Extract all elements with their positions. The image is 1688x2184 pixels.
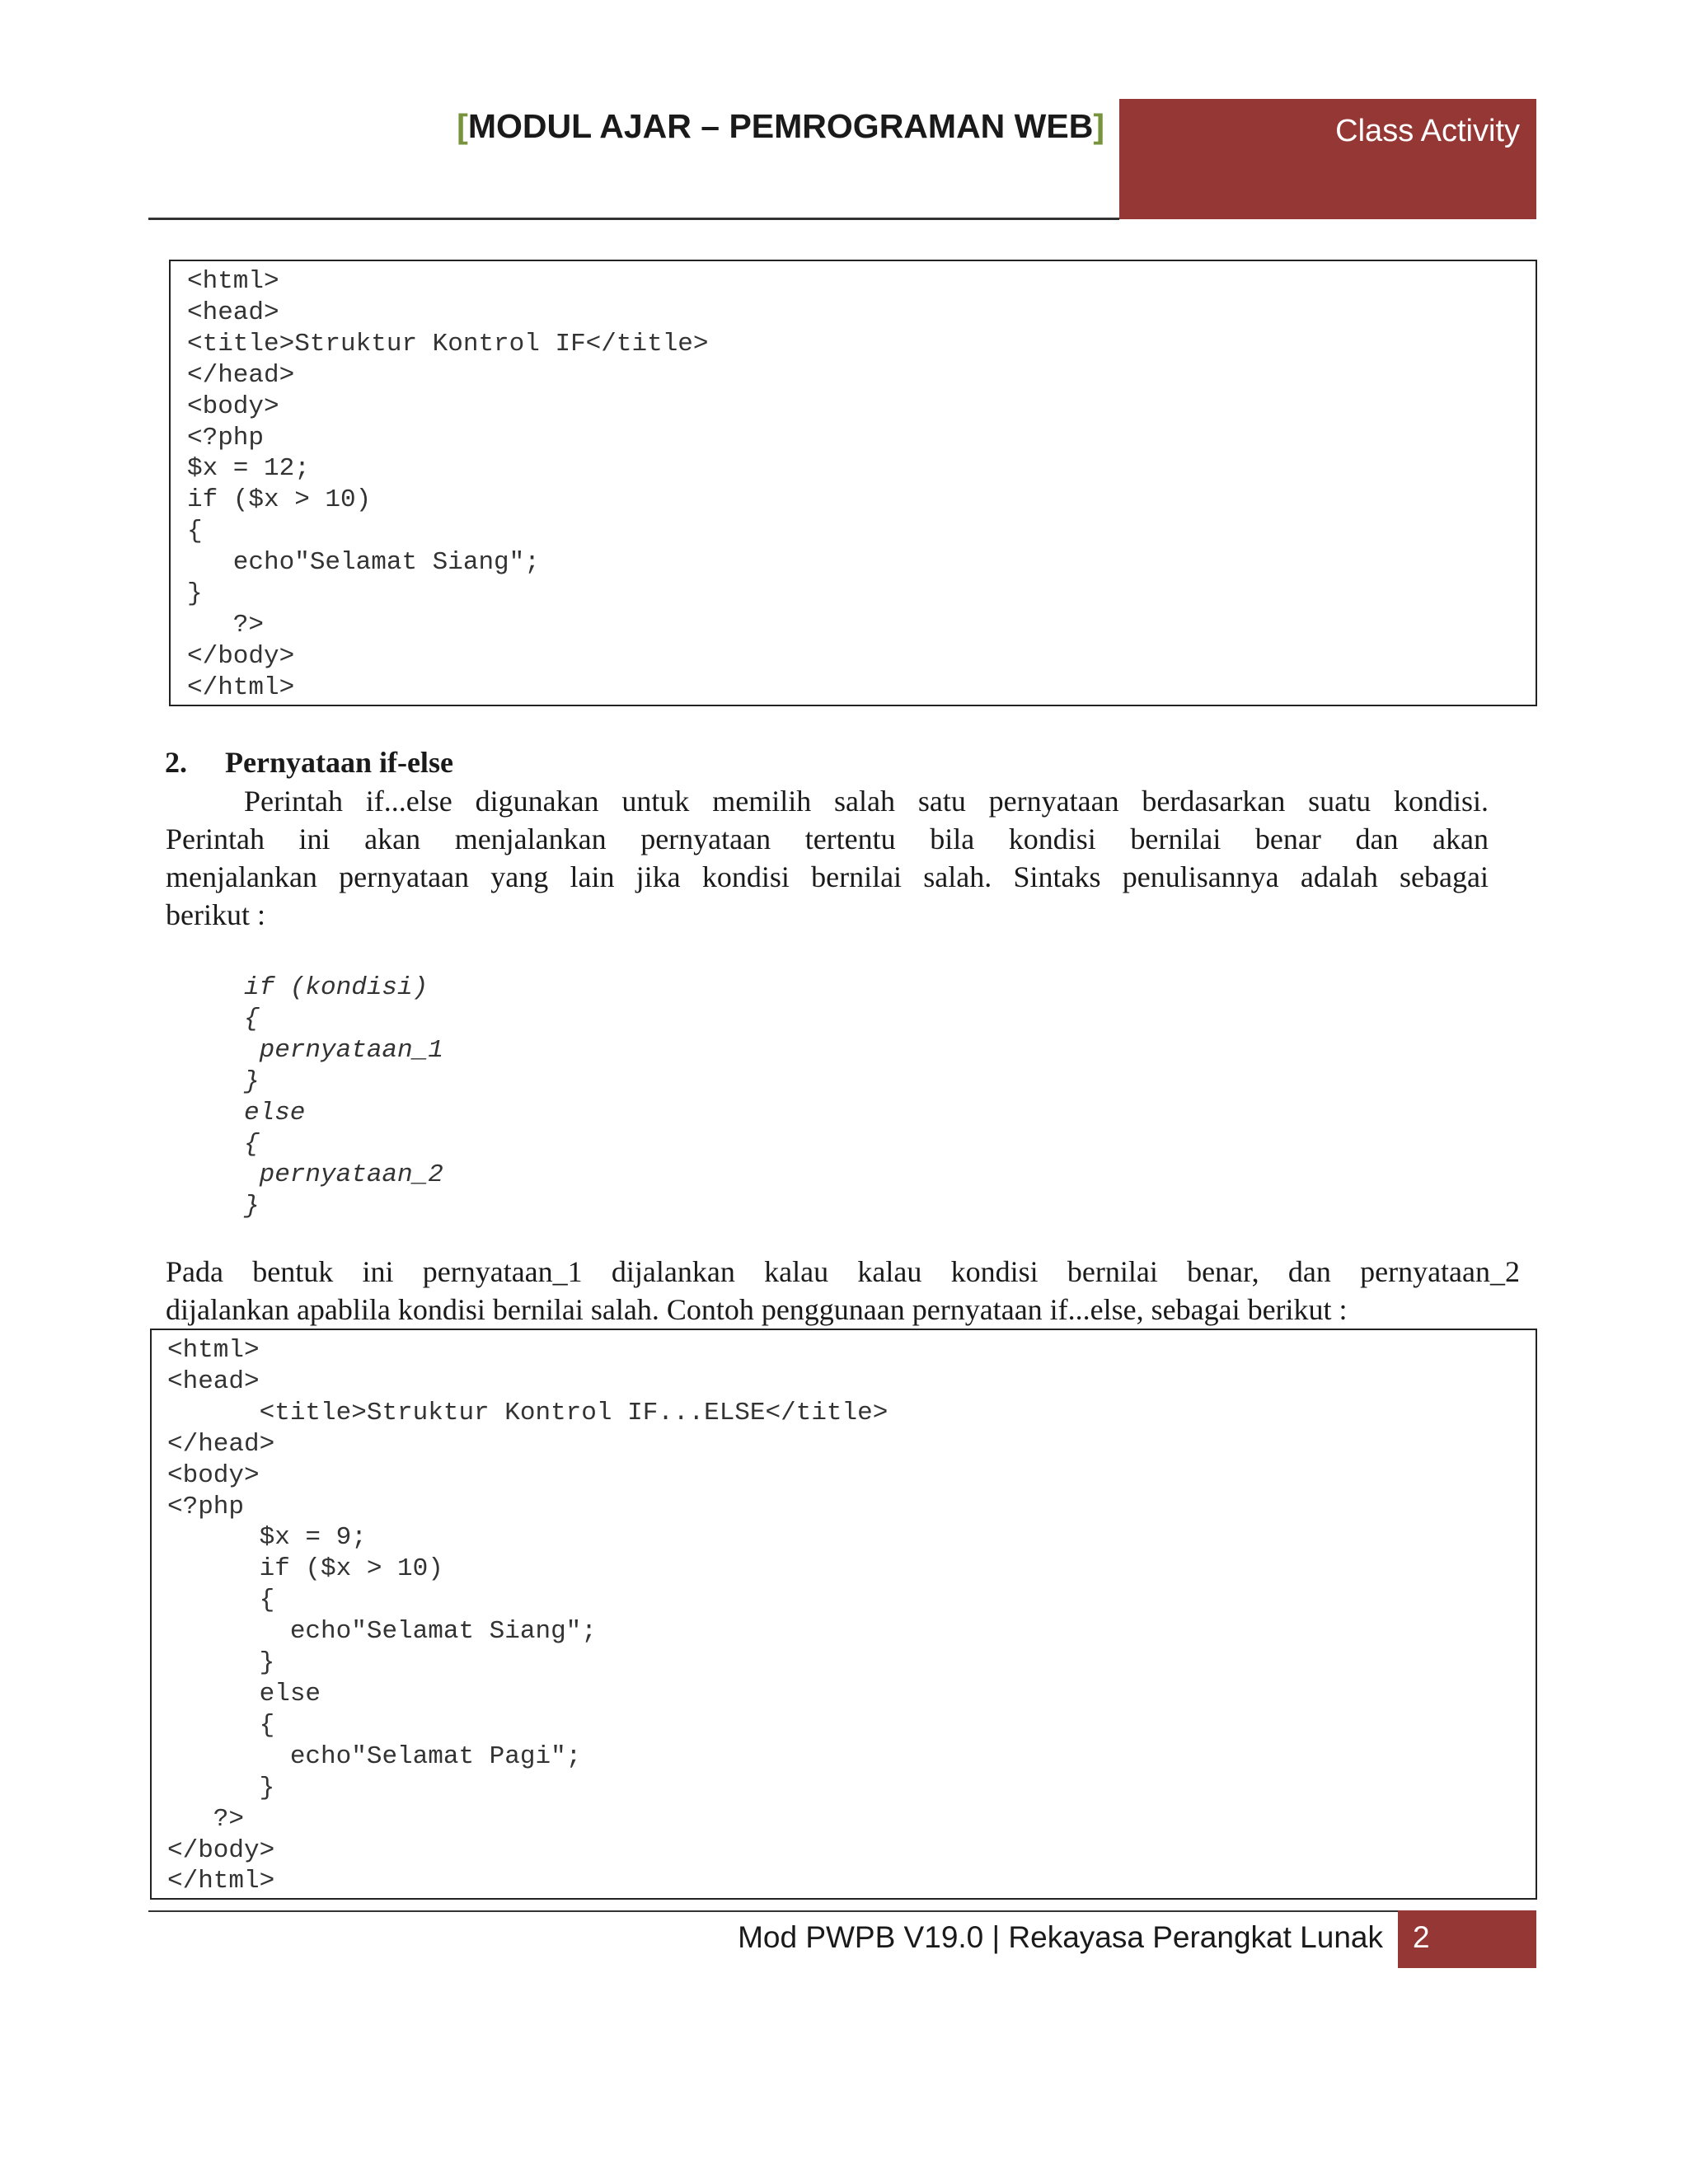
code-example-1-box xyxy=(169,260,1537,706)
paragraph-line: menjalankan pernyataan yang lain jika kondisi bernilai salah. Sintaks penulisannya adalah sebagai xyxy=(166,860,1489,893)
header-tag: Class Activity xyxy=(1335,114,1520,148)
code-example-1: <html> <head> <title>Struktur Kontrol IF</title> </head> <body> <?php $x = 12; if ($x > 10) { echo"Selamat Siang"; } ?> </body> </html> xyxy=(187,267,709,702)
bracket-open: [ xyxy=(457,107,468,145)
code-example-2: <html> <head> <title>Struktur Kontrol IF...ELSE</title> </head> <body> <?php $x = 9; if ($x > 10) { echo"Selamat Siang"; } else { echo"Selamat Pagi"; } ?> </body> </html> xyxy=(167,1336,889,1896)
page-number-box xyxy=(1398,1910,1536,1968)
paragraph-line: berikut : xyxy=(166,898,265,931)
footer-rule xyxy=(148,1910,1398,1912)
footer-text: Mod PWPB V19.0 | Rekayasa Perangkat Lunak xyxy=(738,1920,1383,1954)
code-example-2-box xyxy=(150,1329,1537,1900)
paragraph-line: Perintah if...else digunakan untuk memilih salah satu pernyataan berdasarkan suatu kondisi. xyxy=(244,785,1489,818)
paragraph-line: Perintah ini akan menjalankan pernyataan tertentu bila kondisi bernilai benar dan akan xyxy=(166,823,1489,855)
explanation-line: dijalankan apablila kondisi bernilai salah. Contoh penggunaan pernyataan if...else, sebagai berikut : xyxy=(166,1293,1348,1326)
bracket-close: ] xyxy=(1093,107,1104,145)
page-number: 2 xyxy=(1413,1920,1430,1954)
header-tag-box xyxy=(1119,99,1536,219)
module-title: MODUL AJAR – PEMROGRAMAN WEB xyxy=(467,107,1094,145)
explanation-line: Pada bentuk ini pernyataan_1 dijalankan kalau kalau kondisi bernilai benar, dan pernyataan_2 xyxy=(166,1255,1520,1288)
syntax-block: if (kondisi) { pernyataan_1 } else { pernyataan_2 } xyxy=(244,973,443,1221)
section-paragraph xyxy=(166,782,1489,934)
section-title: Pernyataan if-else xyxy=(225,746,453,779)
explanation-paragraph xyxy=(166,1253,1520,1329)
header-rule xyxy=(148,218,1119,220)
document-header-title xyxy=(445,107,1104,146)
section-number: 2. xyxy=(165,746,187,779)
